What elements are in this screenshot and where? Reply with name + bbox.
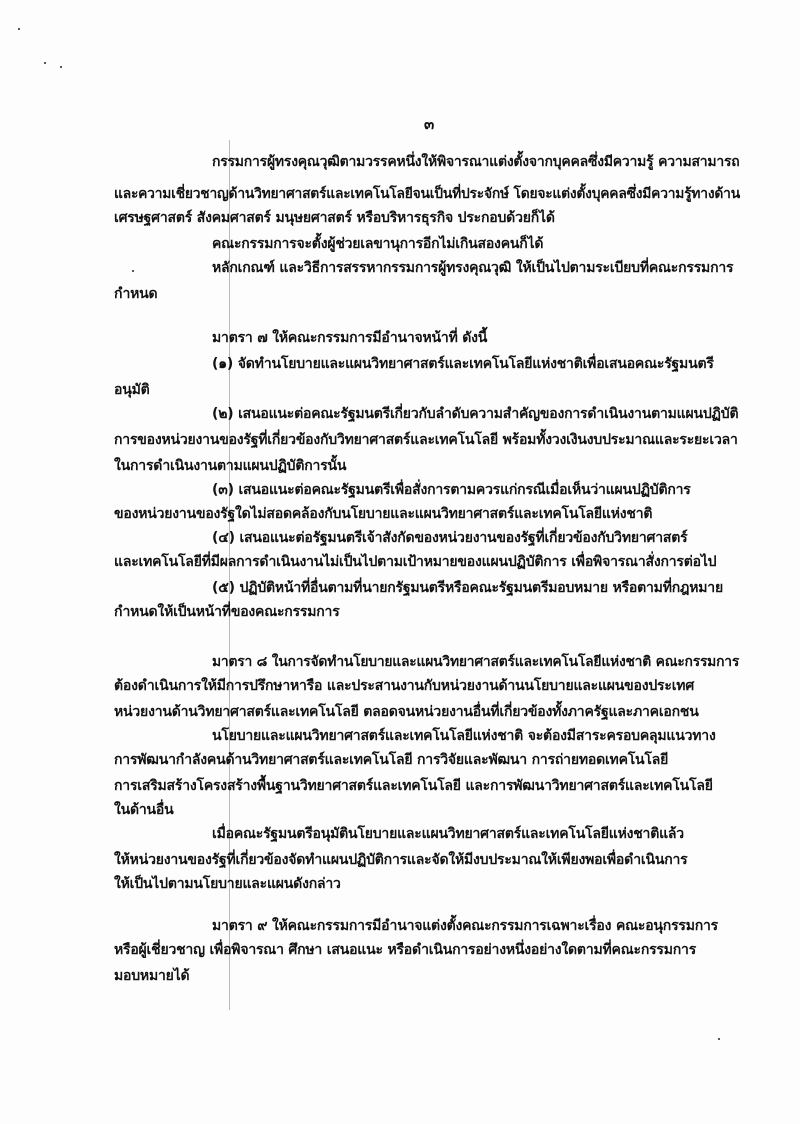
text-line: ให้เป็นไปตามนโยบายและแผนดังกล่าว [114,876,341,892]
text-line: การของหน่วยงานของรัฐที่เกี่ยวข้องกับวิทยาศาสตร์และเทคโนโลยี พร้อมทั้งวงเงินงบประมาณและระยะเวลา [114,432,738,448]
page-number: ๓ [424,115,435,133]
text-line: ในด้านอื่น [114,802,174,818]
text-line: นโยบายและแผนวิทยาศาสตร์และเทคโนโลยีแห่งชาติ จะต้องมีสาระครอบคลุมแนวทาง [212,728,716,744]
text-line: หน่วยงานด้านวิทยาศาสตร์และเทคโนโลยี ตลอดจนหน่วยงานอื่นที่เกี่ยวข้องทั้งภาครัฐและภาคเอกชน [114,704,699,720]
text-line: ให้หน่วยงานของรัฐที่เกี่ยวข้องจัดทำแผนปฏิบัติการและจัดให้มีงบประมาณให้เพียงพอเพื่อดำเนินการ [114,852,688,868]
text-line: เศรษฐศาสตร์ สังคมศาสตร์ มนุษยศาสตร์ หรือบริหารธุรกิจ ประกอบด้วยก็ได้ [114,210,555,226]
text-line: กำหนด [114,286,158,302]
text-line: การพัฒนากำลังคนด้านวิทยาศาสตร์และเทคโนโลยี การวิจัยและพัฒนา การถ่ายทอดเทคโนโลยี [114,752,669,768]
text-line: มอบหมายได้ [114,968,190,984]
text-line: ของหน่วยงานของรัฐใดไม่สอดคล้องกับนโยบายและแผนวิทยาศาสตร์และเทคโนโลยีแห่งชาติ [114,506,653,522]
text-line: (๑) จัดทำนโยบายและแผนวิทยาศาสตร์และเทคโนโลยีแห่งชาติเพื่อเสนอคณะรัฐมนตรี [212,356,714,372]
scan-speck [44,62,46,64]
text-line: หรือผู้เชี่ยวชาญ เพื่อพิจารณา ศึกษา เสนอแนะ หรือดำเนินการอย่างหนึ่งอย่างใดตามที่คณะกรรมการ [114,942,697,958]
text-line: และความเชี่ยวชาญด้านวิทยาศาสตร์และเทคโนโลยีจนเป็นที่ประจักษ์ โดยจะแต่งตั้งบุคคลซึ่งมีความรู้ทางด้าน [114,186,740,202]
text-line: กำหนดให้เป็นหน้าที่ของคณะกรรมการ [114,604,340,620]
text-line: ในการดำเนินงานตามแผนปฏิบัติการนั้น [114,458,347,474]
scan-speck [60,66,62,68]
scan-speck [132,270,134,272]
text-line: หลักเกณฑ์ และวิธีการสรรหากรรมการผู้ทรงคุณวุฒิ ให้เป็นไปตามระเบียบที่คณะกรรมการ [212,260,734,276]
text-line: (๔) เสนอแนะต่อรัฐมนตรีเจ้าสังกัดของหน่วยงานของรัฐที่เกี่ยวข้องกับวิทยาศาสตร์ [212,530,688,546]
text-line: กรรมการผู้ทรงคุณวุฒิตามวรรคหนึ่งให้พิจารณาแต่งตั้งจากบุคคลซึ่งมีความรู้ ความสามารถ [212,154,740,170]
text-line: และเทคโนโลยีที่มีผลการดำเนินงานไม่เป็นไปตามเป้าหมายของแผนปฏิบัติการ เพื่อพิจารณาสั่งการต่อไป [114,554,717,570]
text-line: การเสริมสร้างโครงสร้างพื้นฐานวิทยาศาสตร์และเทคโนโลยี และการพัฒนาวิทยาศาสตร์และเทคโนโลยี [114,778,713,794]
text-line: คณะกรรมการจะตั้งผู้ช่วยเลขานุการอีกไม่เกินสองคนก็ได้ [212,236,544,252]
text-line: (๒) เสนอแนะต่อคณะรัฐมนตรีเกี่ยวกับลำดับความสำคัญของการดำเนินงานตามแผนปฏิบัติ [212,406,739,422]
scan-speck [718,1038,720,1040]
text-line: เมื่อคณะรัฐมนตรีอนุมัตินโยบายและแผนวิทยาศาสตร์และเทคโนโลยีแห่งชาติแล้ว [212,826,684,842]
text-line: (๕) ปฏิบัติหน้าที่อื่นตามที่นายกรัฐมนตรีหรือคณะรัฐมนตรีมอบหมาย หรือตามที่กฎหมาย [212,580,723,596]
section-heading: มาตรา ๙ ให้คณะกรรมการมีอำนาจแต่งตั้งคณะกรรมการเฉพาะเรื่อง คณะอนุกรรมการ [212,918,718,934]
text-line: ต้องดำเนินการให้มีการปรึกษาหารือ และประสานงานกับหน่วยงานด้านนโยบายและแผนของประเทศ [114,678,695,694]
text-line: อนุมัติ [114,382,150,398]
section-heading: มาตรา ๘ ในการจัดทำนโยบายและแผนวิทยาศาสตร์และเทคโนโลยีแห่งชาติ คณะกรรมการ [212,654,740,670]
text-line: (๓) เสนอแนะต่อคณะรัฐมนตรีเพื่อสั่งการตามควรแก่กรณีเมื่อเห็นว่าแผนปฏิบัติการ [212,482,691,498]
scan-speck [18,28,20,30]
section-heading: มาตรา ๗ ให้คณะกรรมการมีอำนาจหน้าที่ ดังนี้ [212,330,488,346]
